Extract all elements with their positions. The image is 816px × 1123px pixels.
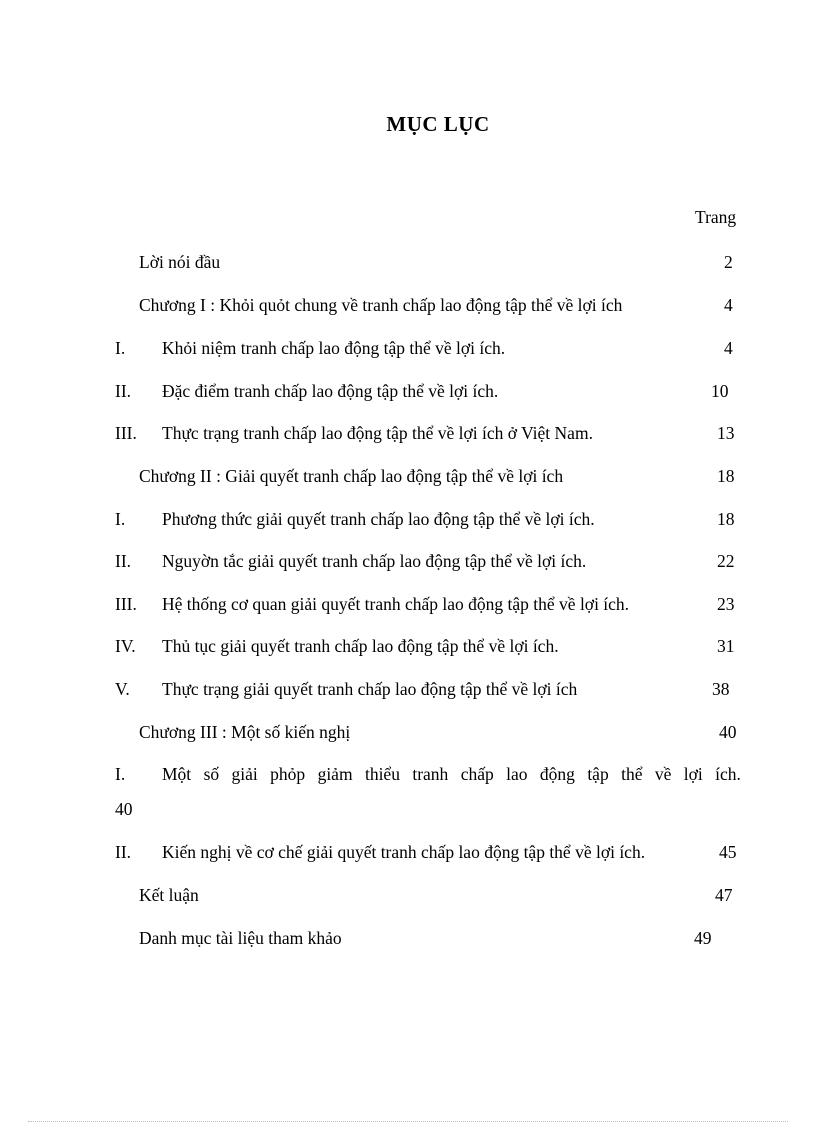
toc-entry-page: 40 [719, 722, 737, 742]
toc-entry-2-5[interactable] [0, 677, 816, 701]
toc-entry-text: Phương thức giải quyết tranh chấp lao động tập thể về lợi ích. [162, 509, 595, 529]
toc-word: phỏp [270, 764, 306, 784]
toc-entry-2-3[interactable] [0, 592, 816, 616]
toc-entry-number: I. [115, 338, 126, 358]
toc-entry-chapter-3[interactable] [0, 720, 816, 744]
toc-word: thiểu [364, 764, 400, 784]
toc-word: giảm [317, 764, 353, 784]
toc-entry-page: 10 [711, 381, 729, 401]
toc-entry-number: II. [115, 842, 132, 862]
toc-entry-3-2[interactable] [0, 840, 816, 864]
toc-entry-number: I. [115, 509, 126, 529]
toc-entry-text: Chương I : Khỏi quỏt chung về tranh chấp lao động tập thể về lợi ích [139, 295, 623, 315]
toc-entry-text: Lời nói đầu [139, 252, 221, 272]
toc-entry-page: 23 [717, 594, 735, 614]
page-bottom-divider [28, 1121, 788, 1122]
toc-entry-1-1[interactable] [0, 336, 816, 360]
toc-entry-page: 13 [717, 423, 735, 443]
toc-entry-text: Kết luận [139, 885, 199, 905]
toc-entry-number: II. [115, 381, 132, 401]
toc-word: thể [621, 764, 643, 784]
toc-word: lợi [683, 764, 703, 784]
toc-entry-2-1[interactable] [0, 507, 816, 531]
toc-entry-chapter-2[interactable] [0, 464, 816, 488]
toc-word: Một [162, 764, 192, 784]
toc-word: tập [587, 764, 609, 784]
toc-word: lao [506, 764, 528, 784]
toc-entry-text: Đặc điểm tranh chấp lao động tập thể về lợi ích. [162, 381, 499, 401]
toc-entry-2-4[interactable] [0, 634, 816, 658]
toc-entry-page: 22 [717, 551, 735, 571]
toc-entry-page: 18 [717, 509, 735, 529]
toc-word: chấp [460, 764, 494, 784]
toc-entry-chapter-1[interactable] [0, 293, 816, 317]
page-title: MỤC LỤC [386, 112, 490, 136]
toc-word: ích. [715, 764, 741, 784]
toc-entry-page: 4 [724, 295, 733, 315]
toc-entry-page: 47 [715, 885, 733, 905]
toc-entry-2-2[interactable] [0, 549, 816, 573]
toc-entry-text: Thực trạng tranh chấp lao động tập thể về lợi ích ở Việt Nam. [162, 423, 593, 443]
toc-entry-text [162, 762, 741, 786]
toc-entry-references[interactable] [0, 926, 816, 950]
toc-entry-page: 38 [712, 679, 730, 699]
toc-word: tranh [412, 764, 449, 784]
toc-entry-text: Thực trạng giải quyết tranh chấp lao động tập thể về lợi ích [162, 679, 578, 699]
toc-entry-text: Kiến nghị về cơ chế giải quyết tranh chấp lao động tập thể về lợi ích. [162, 842, 646, 862]
toc-entry-number: III. [115, 423, 137, 443]
toc-entry-number: V. [115, 679, 130, 699]
toc-entry-text: Hệ thống cơ quan giải quyết tranh chấp lao động tập thể về lợi ích. [162, 594, 630, 614]
toc-entry-text: Nguyờn tắc giải quyết tranh chấp lao động tập thể về lợi ích. [162, 551, 587, 571]
toc-entry-text: Thủ tục giải quyết tranh chấp lao động tập thể về lợi ích. [162, 636, 559, 656]
toc-word: động [539, 764, 575, 784]
toc-entry-page: 18 [717, 466, 735, 486]
toc-entry-number: I. [115, 764, 126, 784]
toc-entry-number: III. [115, 594, 137, 614]
toc-entry-page: 31 [717, 636, 735, 656]
toc-entry-text: Danh mục tài liệu tham khảo [139, 928, 342, 948]
toc-entry-3-1[interactable] [0, 762, 816, 830]
toc-entry-preface[interactable] [0, 250, 816, 274]
toc-entry-page: 40 [115, 799, 133, 819]
toc-entry-text: Chương III : Một số kiến nghị [139, 722, 351, 742]
toc-entry-number: II. [115, 551, 132, 571]
toc-entry-conclusion[interactable] [0, 883, 816, 907]
toc-entry-1-3[interactable] [0, 421, 816, 445]
toc-entry-page: 4 [724, 338, 733, 358]
toc-entry-page: 2 [724, 252, 733, 272]
toc-entry-page: 49 [694, 928, 712, 948]
toc-entry-1-2[interactable] [0, 379, 816, 403]
page-column-label: Trang [695, 207, 737, 227]
toc-word: số [203, 764, 220, 784]
toc-entry-text: Chương II : Giải quyết tranh chấp lao động tập thể về lợi ích [139, 466, 564, 486]
toc-word: về [654, 764, 672, 784]
toc-entry-number: IV. [115, 636, 136, 656]
toc-word: giải [231, 764, 258, 784]
toc-entry-text: Khỏi niệm tranh chấp lao động tập thể về lợi ích. [162, 338, 506, 358]
toc-entry-page: 45 [719, 842, 737, 862]
